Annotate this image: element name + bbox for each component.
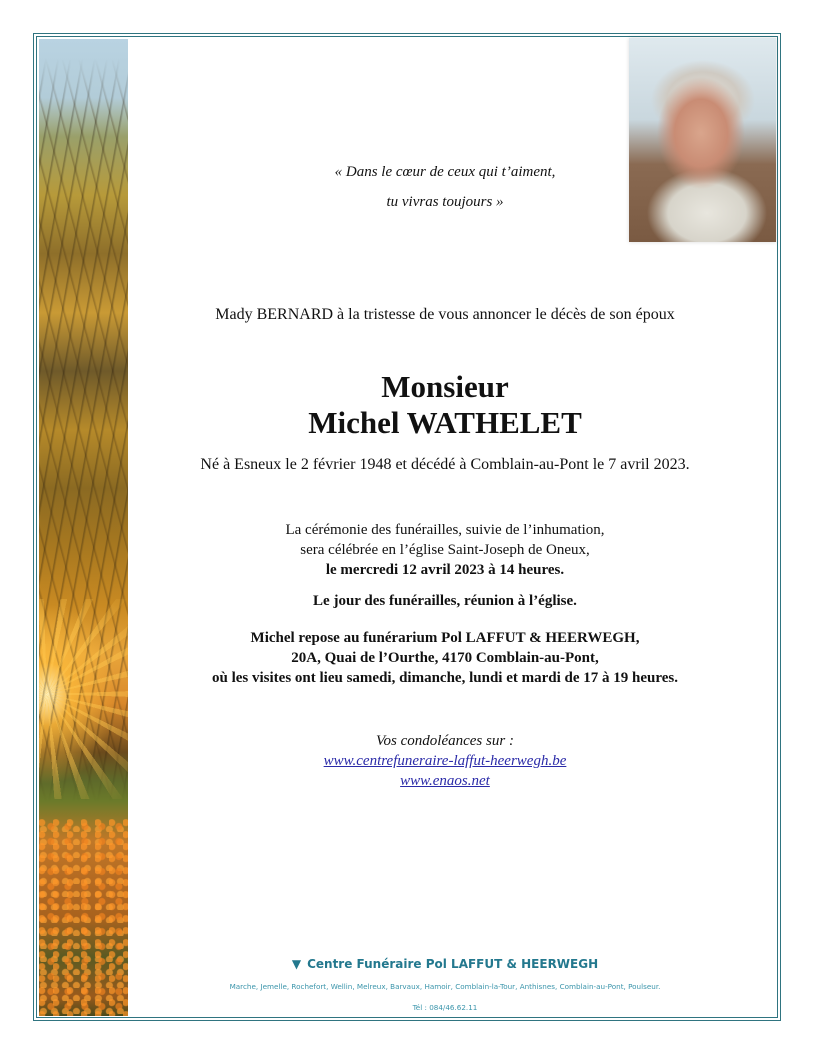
deceased-name: Michel WATHELET — [308, 405, 582, 440]
ceremony-line-2: sera célébrée en l’église Saint-Joseph de Oneux, — [300, 542, 590, 558]
condolences — [135, 731, 755, 791]
triangle-down-icon: ▼ — [291, 957, 302, 971]
condolences-label: Vos condoléances sur : — [376, 733, 514, 749]
quote-line-1: « Dans le cœur de ceux qui t’aiment, — [334, 164, 556, 180]
condolences-link-enaos[interactable]: www.enaos.net — [400, 773, 490, 789]
honorific: Monsieur — [381, 369, 509, 404]
ceremony-line-1: La cérémonie des funérailles, suivie de l’inhumation, — [285, 522, 605, 538]
ceremony-info — [135, 520, 755, 580]
funeral-home-phone: Tél : 084/46.62.11 — [412, 1003, 478, 1012]
visits-line-1: Michel repose au funérarium Pol LAFFUT & HEERWEGH, — [250, 630, 640, 646]
visits-line-3: où les visites ont lieu samedi, dimanche, lundi et mardi de 17 à 19 heures. — [212, 670, 678, 686]
condolences-link-centrefuneraire[interactable]: www.centrefuneraire-laffut-heerwegh.be — [323, 753, 567, 769]
funeral-home-locations: Marche, Jemelle, Rochefort, Wellin, Melreux, Barvaux, Hamoir, Comblain-la-Tour, Anthisnes, Comblain-au-Pont, Poulseur. — [229, 982, 661, 991]
birth-death-info: Né à Esneux le 2 février 1948 et décédé à Comblain-au-Pont le 7 avril 2023. — [200, 456, 690, 473]
visits-line-2: 20A, Quai de l’Ourthe, 4170 Comblain-au-Pont, — [291, 650, 599, 666]
quote-line-2: tu vivras toujours » — [386, 194, 504, 210]
visits-info — [135, 628, 755, 688]
fallen-leaves — [39, 819, 128, 1016]
sun-rays — [39, 599, 128, 799]
deceased-name-heading — [135, 369, 755, 441]
memorial-quote — [135, 157, 755, 217]
announcement: Mady BERNARD à la tristesse de vous annoncer le décès de son époux — [215, 306, 675, 323]
funeral-home-title — [135, 957, 755, 971]
autumn-trees-image — [39, 39, 128, 1016]
funeral-home-name: Centre Funéraire Pol LAFFUT & HEERWEGH — [307, 957, 599, 971]
reunion-info: Le jour des funérailles, réunion à l’église. — [313, 593, 577, 609]
ceremony-date: le mercredi 12 avril 2023 à 14 heures. — [325, 562, 565, 578]
